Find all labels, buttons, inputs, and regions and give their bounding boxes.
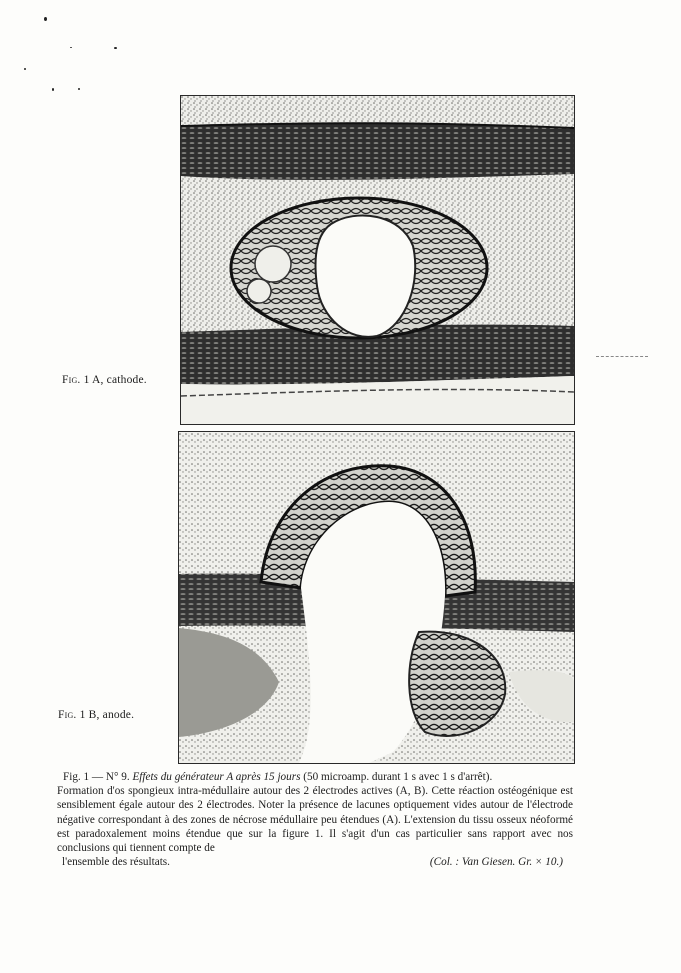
micrograph-cathode-image bbox=[181, 96, 574, 424]
scan-margin-mark bbox=[596, 356, 648, 357]
caption-title-paren: (50 microamp. durant 1 s avec 1 s d'arrêt). bbox=[303, 771, 493, 783]
figure-label-text: 1 B, anode. bbox=[79, 709, 135, 721]
caption-title-prefix: Fig. 1 — N° 9. bbox=[63, 771, 130, 783]
figure-1b-micrograph bbox=[178, 431, 575, 764]
caption-last-text: l'ensemble des résultats. bbox=[62, 856, 170, 869]
caption-last-line bbox=[57, 855, 573, 869]
caption-title-italic: Effets du générateur A après 15 jours bbox=[132, 771, 301, 783]
caption-title bbox=[57, 770, 573, 784]
caption-body-text: Formation d'os spongieux intra-médullaire autour des 2 électrodes actives (A, B). Cette réaction ostéogénique est sensiblement égale autour des 2 électrodes. Noter la présence de lacunes optiquement vides autour de l'électrode négative correspondant à des zones de nécrose médullaire peu étendues (A). L'extension du tissu osseux néoformé est paradoxalement moins étendue que sur la figure 1. Il s'agit d'un cas particulier sans rapport avec nos conclusions qui tiennent compte de bbox=[57, 785, 573, 855]
figure-1b-label bbox=[58, 709, 134, 721]
figure-label-text: 1 A, cathode. bbox=[83, 374, 147, 386]
figure-1a-micrograph bbox=[180, 95, 575, 425]
speck bbox=[24, 68, 26, 70]
micrograph-anode-image bbox=[179, 432, 574, 763]
caption-credit: (Col. : Van Giesen. Gr. × 10.) bbox=[429, 856, 563, 869]
caption-body bbox=[57, 784, 573, 855]
speck bbox=[52, 88, 54, 91]
speck bbox=[114, 47, 117, 49]
figure-caption bbox=[57, 770, 573, 869]
speck bbox=[78, 88, 80, 90]
speck bbox=[70, 47, 72, 48]
figure-label-prefix: Fig. bbox=[62, 374, 81, 386]
speck bbox=[44, 17, 47, 21]
figure-label-prefix: Fig. bbox=[58, 709, 77, 721]
figure-1a-label bbox=[62, 374, 147, 386]
